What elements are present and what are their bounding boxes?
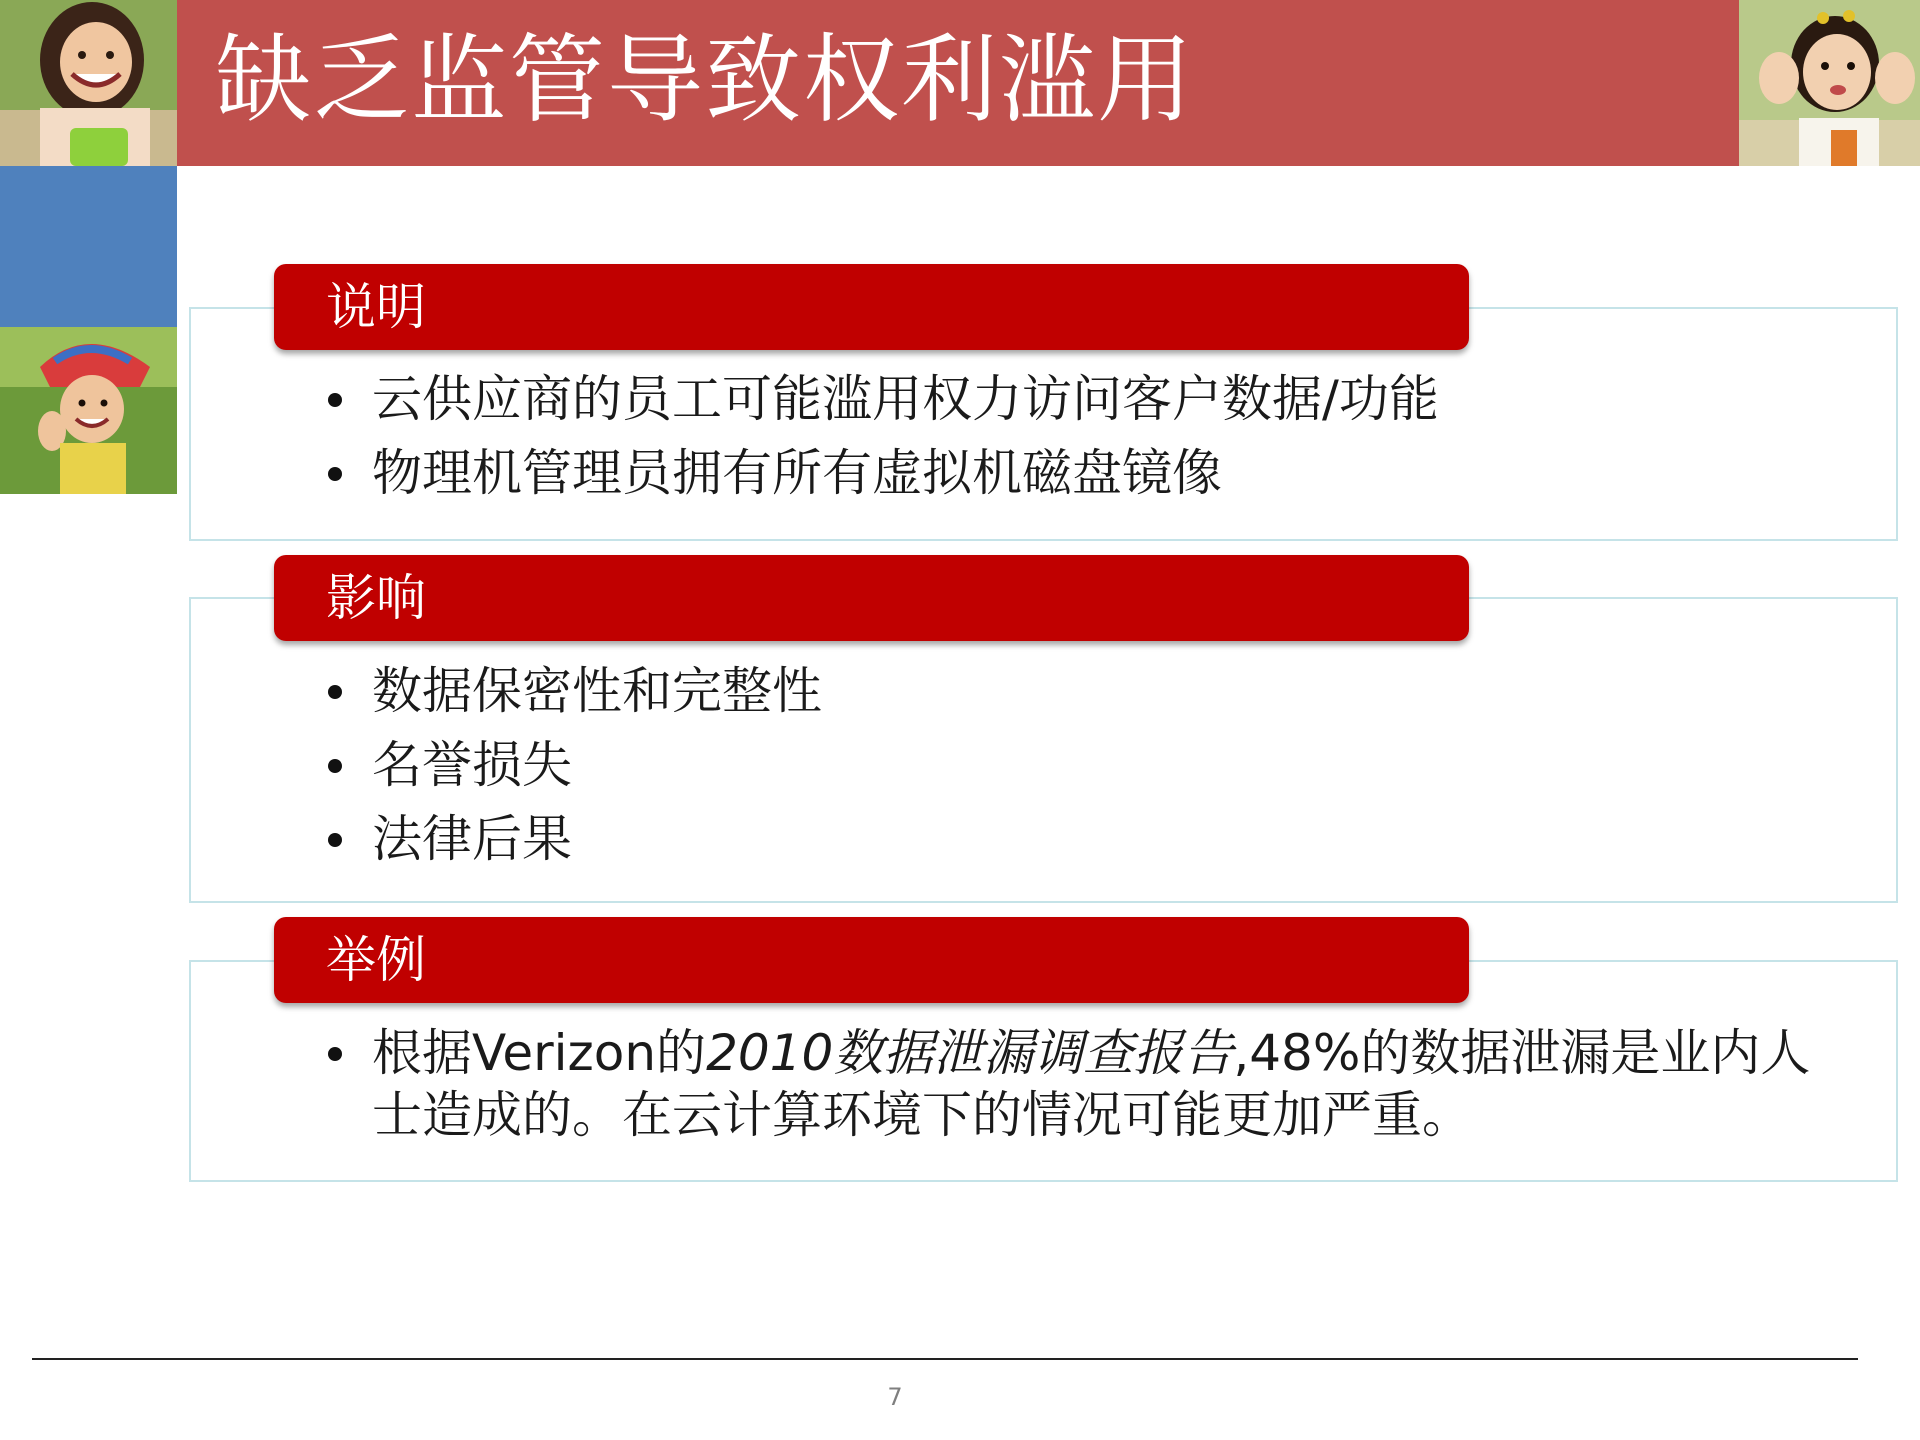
list-item-text: 名誉损失 [372, 736, 572, 794]
section-header-description [274, 264, 1469, 350]
section-header-label: 说明 [326, 278, 426, 336]
bullet-icon [328, 833, 342, 847]
title-bar [177, 0, 1739, 166]
list-item [320, 802, 822, 876]
list-item-text: 物理机管理员拥有所有虚拟机磁盘镜像 [372, 444, 1222, 502]
slide-title: 缺乏监管导致权利滥用 [215, 24, 1195, 136]
section-header-label: 影响 [326, 569, 426, 627]
child-photo-left [0, 327, 177, 494]
bullet-icon [328, 685, 342, 699]
bullet-icon [328, 759, 342, 773]
list-item [320, 728, 822, 802]
impact-list [320, 654, 822, 876]
list-item [320, 362, 1439, 436]
child-photo-top-right [1739, 0, 1920, 166]
description-list [320, 362, 1439, 510]
side-accent-block [0, 166, 177, 327]
example-text-part1: 根据Verizon的 [372, 1024, 707, 1082]
bullet-icon [328, 467, 342, 481]
list-item [320, 654, 822, 728]
list-item [320, 1022, 1812, 1146]
section-header-label: 举例 [326, 931, 426, 989]
list-item [320, 436, 1439, 510]
report-title: 2010数据泄漏调查报告 [706, 1024, 1234, 1082]
example-text-part3: ,48%的数据泄漏是业内人士造成的。在云计算环境下的情况可能更加严重。 [372, 1024, 1811, 1144]
bullet-icon [328, 393, 342, 407]
bullet-icon [328, 1047, 342, 1061]
example-list [320, 1022, 1812, 1146]
footer-divider [32, 1358, 1858, 1360]
list-item-text: 数据保密性和完整性 [372, 662, 822, 720]
section-header-impact [274, 555, 1469, 641]
section-header-example [274, 917, 1469, 1003]
child-photo-top-left [0, 0, 177, 166]
list-item-text: 法律后果 [372, 810, 572, 868]
page-number: 7 [887, 1383, 903, 1411]
list-item-text: 云供应商的员工可能滥用权力访问客户数据/功能 [372, 370, 1439, 428]
